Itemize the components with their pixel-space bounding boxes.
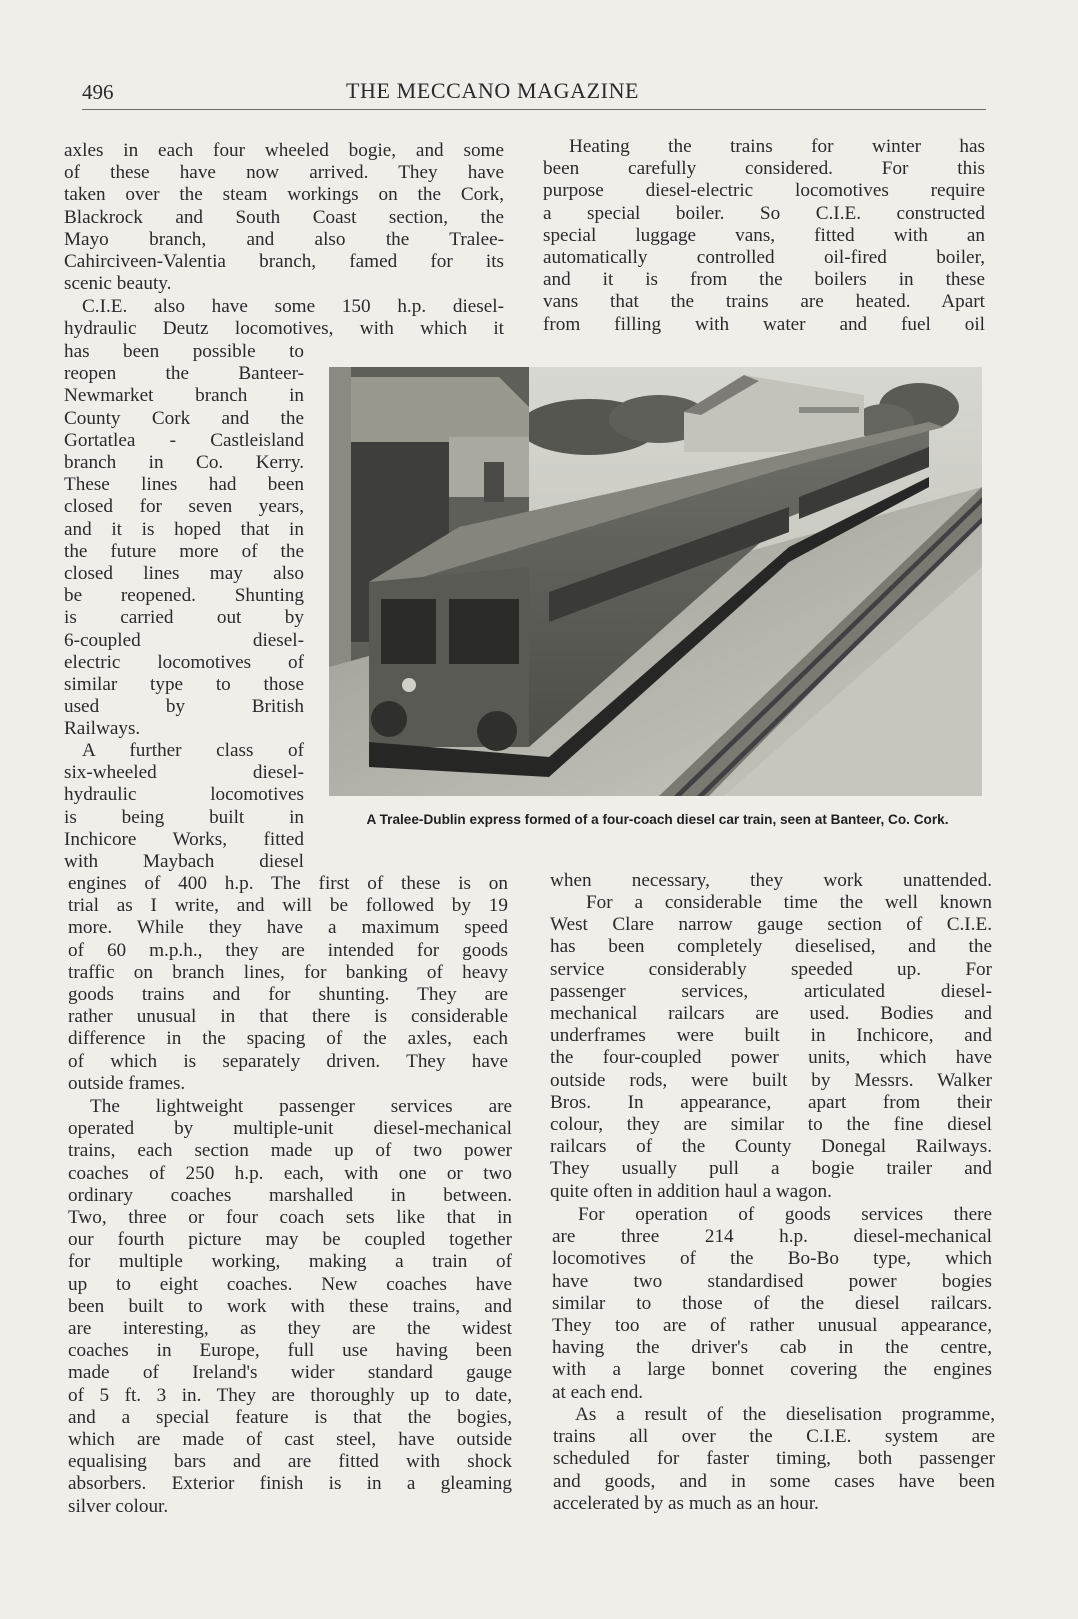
text-line: Railways. [64,718,141,740]
text-line: automatically controlled oil-fired boiler, [543,247,985,269]
text-line: six-wheeled diesel- [64,762,304,784]
text-line: For a considerable time the well known [586,892,992,913]
text-line: quite often in addition haul a wagon. [550,1180,832,1202]
text-line: and it is hoped that in [64,518,304,540]
header-rule [82,109,986,110]
text-line: used by British [64,696,304,718]
text-line: coaches in Europe, full use having been [68,1340,512,1362]
text-line: traffic on branch lines, for banking of heavy [68,961,508,983]
text-line: a special boiler. So C.I.E. constructed [543,202,985,224]
text-line: electric locomotives of [64,651,304,673]
text-line: 6-coupled diesel- [64,629,304,651]
text-line: rather unusual in that there is considerable [68,1006,508,1028]
text-line: the four-coupled power units, which have [550,1047,992,1069]
left-para-3-full [68,873,508,1095]
text-line: of 60 m.p.h., they are intended for goods [68,939,508,961]
text-line: Heating the trains for winter has [569,136,985,157]
train-photo [329,367,982,796]
left-para-1 [64,140,504,295]
text-line: Blackrock and South Coast section, the [64,206,504,228]
text-line: A further class of [82,740,304,761]
text-line: axles in each four wheeled bogie, and some [64,140,504,161]
text-line: be reopened. Shunting [64,585,304,607]
text-line: silver colour. [68,1495,169,1517]
left-para-3-narrow [64,740,304,873]
text-line: goods trains and for shunting. They are [68,984,508,1006]
text-line: They too are of rather unusual appearance, [552,1315,992,1337]
text-line: are three 214 h.p. diesel-mechanical [552,1226,992,1248]
text-line: reopen the Banteer- [64,363,304,385]
text-line: Bros. In appearance, apart from their [550,1091,992,1113]
text-line: closed lines may also [64,563,304,585]
text-line: difference in the spacing of the axles, each [68,1028,508,1050]
text-line: having the driver's cab in the centre, [552,1337,992,1359]
text-line: taken over the steam workings on the Cork, [64,184,504,206]
text-line: C.I.E. also have some 150 h.p. diesel- [82,296,504,317]
left-para-2-full [64,296,504,340]
text-line: Inchicore Works, fitted [64,828,304,850]
photo-caption: A Tralee-Dublin express formed of a four-coach diesel car train, seen at Banteer, Co. Cork. [366,812,949,827]
text-line: West Clare narrow gauge section of C.I.E. [550,914,992,936]
text-line: scheduled for faster timing, both passenger [553,1448,995,1470]
text-line: has been possible to [64,341,304,362]
text-line: been carefully considered. For this [543,158,985,180]
text-line: of which is separately driven. They have [68,1050,508,1072]
text-line: These lines had been [64,474,304,496]
text-line: been built to work with these trains, and [68,1295,512,1317]
text-line: special luggage vans, fitted with an [543,224,985,246]
text-line: similar to those of the diesel railcars. [552,1292,992,1314]
text-line: absorbers. Exterior finish is in a gleaming [68,1473,512,1495]
text-line: operated by multiple-unit diesel-mechanical [68,1118,512,1140]
right-para-1-top [543,136,985,336]
text-line: with Maybach diesel [64,851,304,873]
text-line: and it is from the boilers in these [543,269,985,291]
text-line: hydraulic locomotives [64,784,304,806]
text-line: which are made of cast steel, have outside [68,1429,512,1451]
text-line: up to eight coaches. New coaches have [68,1273,512,1295]
text-line: Two, three or four coach sets like that in [68,1207,512,1229]
text-line: our fourth picture may be coupled together [68,1229,512,1251]
right-para-4 [553,1404,995,1515]
text-line: Cahirciveen-Valentia branch, famed for its [64,251,504,273]
left-para-2-narrow [64,341,304,741]
text-line: has been completely dieselised, and the [550,936,992,958]
text-line: Newmarket branch in [64,385,304,407]
text-line: are interesting, as they are the widest [68,1318,512,1340]
text-line: underframes were built in Inchicore, and [550,1025,992,1047]
text-line: County Cork and the [64,407,304,429]
text-line: hydraulic Deutz locomotives, with which it [64,318,504,340]
text-line: coaches of 250 h.p. each, with one or two [68,1162,512,1184]
page-number: 496 [82,80,114,104]
text-line: of 5 ft. 3 in. They are thoroughly up to date, [68,1384,512,1406]
text-line: with a large bonnet covering the engines [552,1359,992,1381]
text-line: As a result of the dieselisation programme, [575,1404,995,1425]
text-line: Gortatlea - Castleisland [64,429,304,451]
text-line: at each end. [552,1381,644,1403]
left-para-4 [68,1096,512,1518]
text-line: scenic beauty. [64,273,172,295]
text-line: ordinary coaches marshalled in between. [68,1184,512,1206]
right-para-3 [552,1204,992,1404]
text-line: branch in Co. Kerry. [64,452,304,474]
text-line: trial as I write, and will be followed by 19 [68,895,508,917]
text-line: railcars of the County Donegal Railways. [550,1136,992,1158]
text-line: trains all over the C.I.E. system are [553,1426,995,1448]
text-line: of these have now arrived. They have [64,162,504,184]
text-line: The lightweight passenger services are [90,1096,512,1117]
text-line: passenger services, articulated diesel- [550,980,992,1002]
text-line: accelerated by as much as an hour. [553,1492,819,1514]
text-line: closed for seven years, [64,496,304,518]
text-line: For operation of goods services there [578,1204,992,1225]
text-line: They usually pull a bogie trailer and [550,1158,992,1180]
text-line: made of Ireland's wider standard gauge [68,1362,512,1384]
text-line: engines of 400 h.p. The first of these is on [68,873,508,894]
text-line: from filling with water and fuel oil [543,313,985,335]
text-line: equalising bars and are fitted with shock [68,1451,512,1473]
text-line: Mayo branch, and also the Tralee- [64,228,504,250]
text-line: purpose diesel-electric locomotives require [543,180,985,202]
text-line: the future more of the [64,540,304,562]
text-line: for multiple working, making a train of [68,1251,512,1273]
text-line: is being built in [64,806,304,828]
text-line: trains, each section made up of two power [68,1140,512,1162]
text-line: and goods, and in some cases have been [553,1470,995,1492]
text-line: and a special feature is that the bogies, [68,1406,512,1428]
running-title: THE MECCANO MAGAZINE [346,78,640,103]
text-line: have two standardised power bogies [552,1270,992,1292]
text-line: outside frames. [68,1072,186,1094]
text-line: more. While they have a maximum speed [68,917,508,939]
text-line: colour, they are similar to the fine diesel [550,1114,992,1136]
text-line: mechanical railcars are used. Bodies and [550,1003,992,1025]
right-para-1-bottom [550,870,992,892]
text-line: is carried out by [64,607,304,629]
text-line: outside rods, were built by Messrs. Walker [550,1069,992,1091]
text-line: when necessary, they work unattended. [550,870,992,891]
text-line: similar type to those [64,674,304,696]
text-line: vans that the trains are heated. Apart [543,291,985,313]
text-line: locomotives of the Bo-Bo type, which [552,1248,992,1270]
text-line: service considerably speeded up. For [550,958,992,980]
right-para-2 [550,892,992,1203]
